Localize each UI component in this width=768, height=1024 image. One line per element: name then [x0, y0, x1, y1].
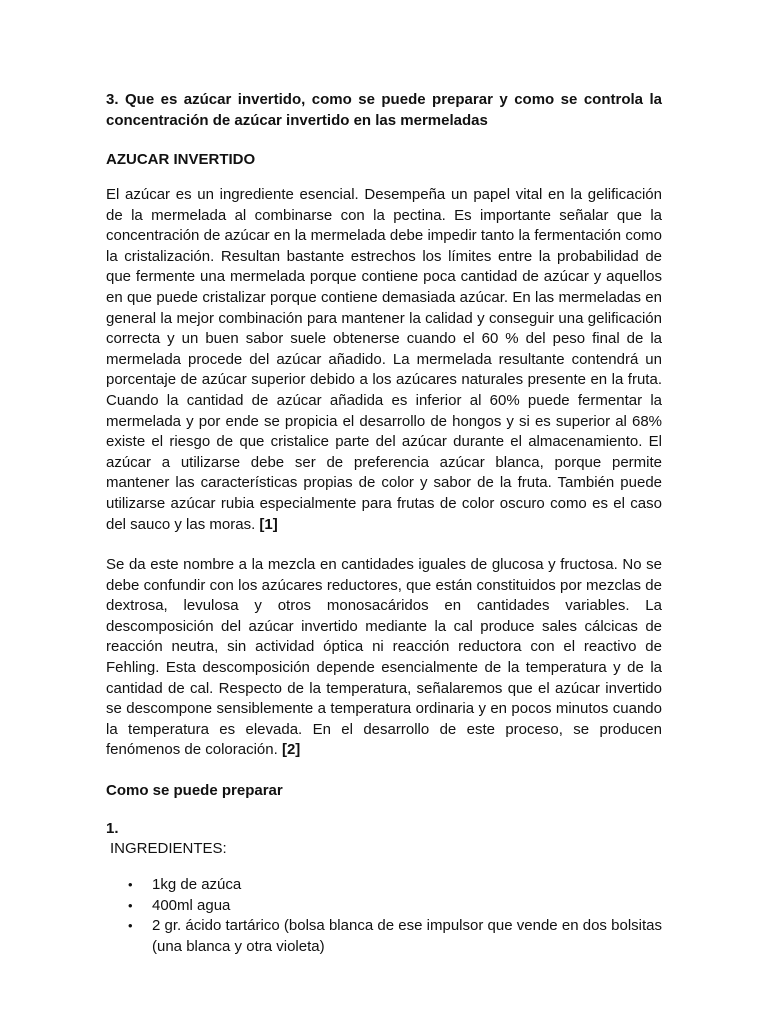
paragraph-sugar-role — [106, 185, 662, 535]
bullet-icon: • — [128, 877, 133, 893]
ingredient-text: 400ml agua — [152, 896, 231, 914]
list-item — [106, 896, 662, 917]
section-heading: AZUCAR INVERTIDO — [106, 151, 256, 168]
paragraph-text: El azúcar es un ingrediente esencial. Desempeña un papel vital en la gelificación de la mermelada al combinarse con la pectina. Es importante señalar que la concentración de azúcar en la mermelada debe impedir tanto la fermentación como la cristalización. Resultan bastante estrechos los límites entre la probabilidad de que fermente una mermelada porque contiene poca cantidad de azúcar y aquellos en que puede cristalizar porque contiene demasiada azúcar. En las mermeladas en general la mejor combinación para mantener la calidad y conseguir una gelificación correcta y un buen sabor suele obtenerse cuando el 60 % del peso final de la mermelada procede del azúcar añadido. La mermelada resultante contendrá un porcentaje de azúcar superior debido a los azúcares naturales presente en la fruta. Cuando la cantidad de azúcar añadida es inferior al 60% puede fermentar la mermelada y por ende se propicia el desarrollo de hongos y si es superior al 68% existe el riesgo de que cristalice parte del azúcar durante el almacenamiento. El azúcar a utilizarse debe ser de preferencia azúcar blanca, porque permite mantener las características propias de color y sabor de la fruta. También puede utilizarse azúcar rubia especialmente para frutas de color oscuro como es el caso del sauco y las moras. — [106, 186, 662, 533]
list-item — [106, 875, 662, 896]
document-page — [106, 90, 662, 957]
preparation-heading: Como se puede preparar — [106, 782, 283, 800]
ingredient-text: 1kg de azúca — [152, 876, 242, 894]
reference-1: [1] — [259, 515, 278, 533]
step-number: 1. — [106, 820, 119, 838]
ingredient-text: 2 gr. ácido tartárico (bolsa blanca de ese impulsor que vende en dos bolsitas (una blanca y otra violeta) — [152, 917, 662, 955]
paragraph-invert-sugar-definition — [106, 555, 662, 761]
paragraph-text: Se da este nombre a la mezcla en cantidades iguales de glucosa y fructosa. No se debe confundir con los azúcares reductores, que están constituidos por mezclas de dextrosa, levulosa y otros monosacáridos en cantidades variables. La descomposición del azúcar invertido mediante la cal produce sales cálcicas de reacción neutra, sin actividad óptica ni reacción reductora con el reactivo de Fehling. Esta descomposición depende esencialmente de la temperatura y de la cantidad de cal. Respecto de la temperatura, señalaremos que el azúcar invertido se descompone sensiblemente a temperatura ordinaria y en pocos minutos cuando la temperatura es elevada. En el desarrollo de este proceso, se producen fenómenos de coloración. — [106, 556, 662, 759]
bullet-icon: • — [128, 897, 133, 913]
question-title: 3. Que es azúcar invertido, como se puede preparar y como se controla la concentración de azúcar invertido en las mermeladas — [106, 91, 662, 129]
reference-2: [2] — [281, 741, 301, 759]
list-item — [106, 916, 662, 957]
ingredients-label: INGREDIENTES: — [110, 840, 227, 858]
ingredients-list — [106, 875, 662, 957]
bullet-icon: • — [128, 918, 133, 934]
